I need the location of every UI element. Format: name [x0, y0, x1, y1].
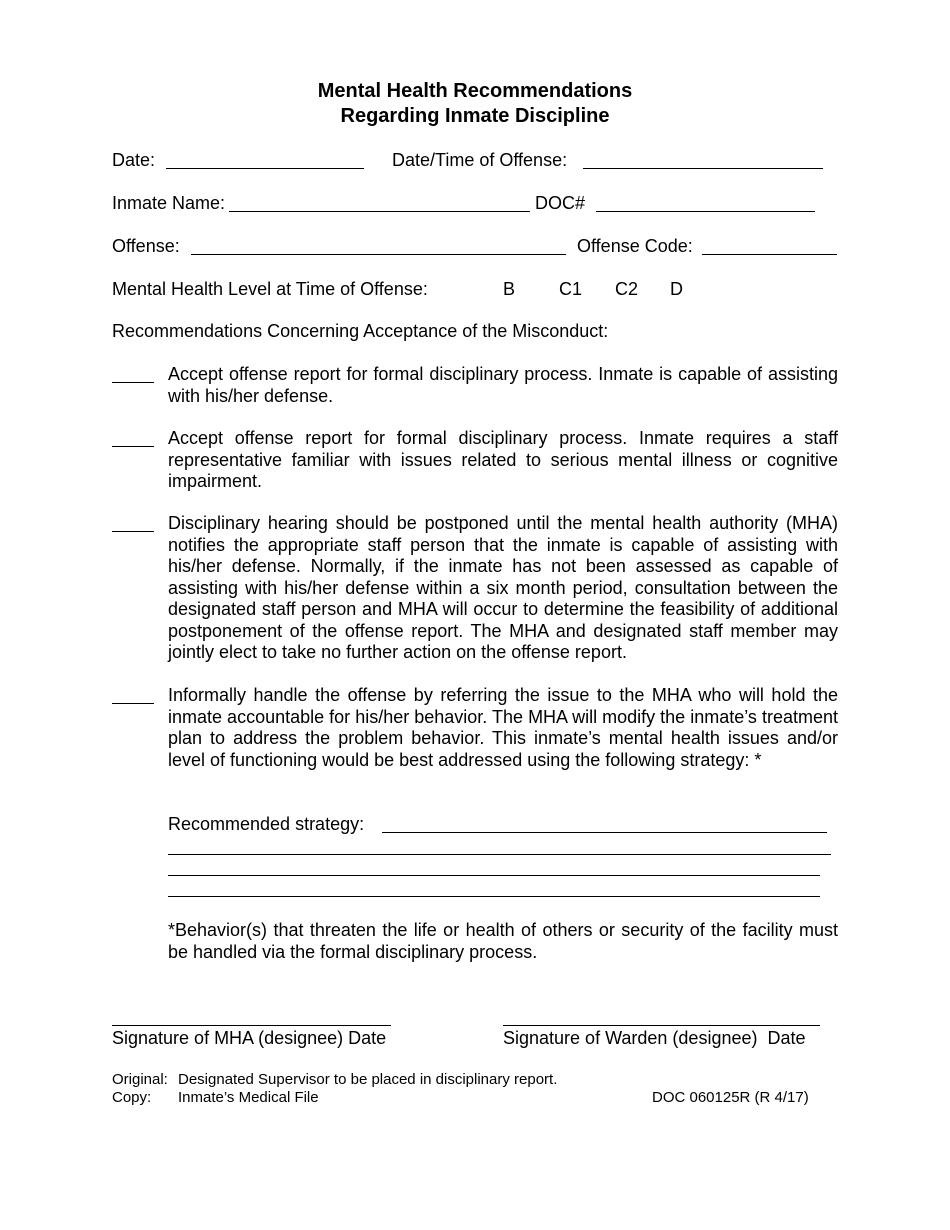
- form-number: DOC 060125R (R 4/17): [652, 1089, 809, 1106]
- option-1-text: Accept offense report for formal disciplinary process. Inmate is capable of assisting with his/her defense.: [168, 364, 838, 406]
- date-field[interactable]: [166, 168, 364, 169]
- strategy-line-2[interactable]: [168, 854, 831, 855]
- warden-signature-label: Signature of Warden (designee) Date: [503, 1028, 806, 1048]
- strategy-line-3[interactable]: [168, 875, 820, 876]
- option-4-checkbox-blank[interactable]: [112, 703, 154, 704]
- option-4-text: Informally handle the offense by referring the issue to the MHA who will hold the inmate accountable for his/her behavior. The MHA will modify the inmate’s treatment plan to address the problem behavior. This inmate’s mental health issues and/or level of functioning would be best addressed using the following strategy: *: [168, 685, 838, 770]
- form-title-line2: Regarding Inmate Discipline: [340, 105, 610, 127]
- inmate-name-field[interactable]: [229, 211, 530, 212]
- option-2-checkbox-blank[interactable]: [112, 446, 154, 447]
- option-2-text: Accept offense report for formal disciplinary process. Inmate requires a staff representative familiar with issues related to serious mental illness or cognitive impairment.: [168, 428, 838, 491]
- option-3-checkbox-blank[interactable]: [112, 531, 154, 532]
- doc-number-field[interactable]: [596, 211, 815, 212]
- form-title-line1: Mental Health Recommendations: [317, 80, 633, 102]
- mh-level-option-b[interactable]: B: [503, 279, 516, 299]
- date-label: Date:: [112, 150, 156, 170]
- mha-signature-line[interactable]: [112, 1025, 391, 1026]
- mh-level-option-d[interactable]: D: [670, 279, 683, 299]
- warden-signature-line[interactable]: [503, 1025, 820, 1026]
- date-time-offense-label: Date/Time of Offense:: [392, 150, 568, 170]
- footer-copy-label: Copy:: [112, 1089, 152, 1106]
- footer-original-label: Original:: [112, 1071, 168, 1088]
- mha-signature-label: Signature of MHA (designee) Date: [112, 1028, 387, 1048]
- offense-code-label: Offense Code:: [577, 236, 693, 256]
- inmate-name-label: Inmate Name:: [112, 193, 226, 213]
- footer-original-text: Designated Supervisor to be placed in disciplinary report.: [178, 1071, 558, 1088]
- behavior-footnote: *Behavior(s) that threaten the life or health of others or security of the facility must be handled via the formal disciplinary process.: [168, 920, 838, 962]
- mh-level-label: Mental Health Level at Time of Offense:: [112, 279, 428, 299]
- recommendations-heading: Recommendations Concerning Acceptance of the Misconduct:: [112, 321, 609, 341]
- strategy-line-1[interactable]: [382, 832, 827, 833]
- strategy-line-4[interactable]: [168, 896, 820, 897]
- offense-field[interactable]: [191, 254, 566, 255]
- doc-number-label: DOC#: [535, 193, 586, 213]
- option-3-text: Disciplinary hearing should be postponed until the mental health authority (MHA) notifies the appropriate staff person that the inmate is capable of assisting with his/her defense. Normally, if the inmate has not been assessed as capable of assisting with his/her defense within a six month period, consultation between the designated staff person and MHA will occur to determine the feasibility of additional postponement of the offense report. The MHA and designated staff member may jointly elect to take no further action on the offense report.: [168, 513, 838, 662]
- mh-level-option-c1[interactable]: C1: [559, 279, 583, 299]
- footer-copy-text: Inmate’s Medical File: [178, 1089, 319, 1106]
- recommended-strategy-label: Recommended strategy:: [168, 814, 365, 834]
- mh-level-option-c2[interactable]: C2: [615, 279, 639, 299]
- date-time-offense-field[interactable]: [583, 168, 823, 169]
- option-1-checkbox-blank[interactable]: [112, 382, 154, 383]
- offense-code-field[interactable]: [702, 254, 837, 255]
- offense-label: Offense:: [112, 236, 180, 256]
